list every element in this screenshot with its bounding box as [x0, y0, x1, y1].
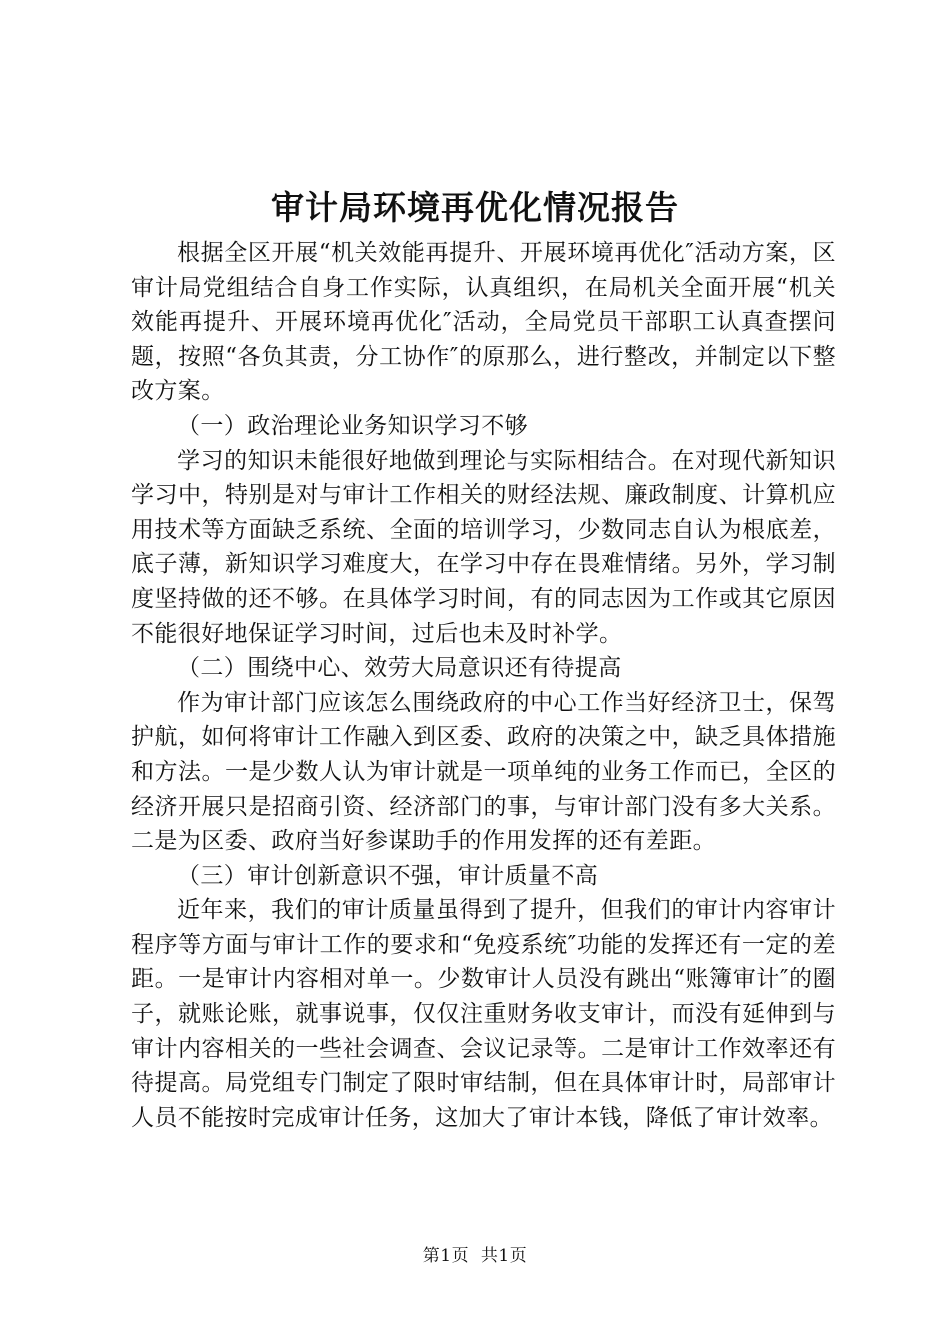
section-heading-2: （二）围绕中心、效劳大局意识还有待提高: [177, 655, 622, 682]
document-body: [131, 236, 836, 1135]
section-paragraph-2: 作为审计部门应该怎么围绕政府的中心工作当好经济卫士，保驾护航，如何将审计工作融入到区委、政府的决策之中，缺乏具体措施和方法。一是少数人认为审计就是一项单纯的业务工作而已，全区的经济开展只是招商引资、经济部门的事，与审计部门没有多大关系。二是为区委、政府当好参谋助手的作用发挥的还有差距。: [131, 689, 836, 855]
intro-paragraph: 根据全区开展“机关效能再提升、开展环境再优化″活动方案，区审计局党组结合自身工作实际，认真组织，在局机关全面开展“机关效能再提升、开展环境再优化″活动，全局党员干部职工认真查摆问题，按照“各负其责，分工协作″的原那么，进行整改，并制定以下整改方案。: [131, 240, 836, 405]
section-heading-1: （一）政治理论业务知识学习不够: [177, 412, 528, 439]
page-footer: 第1页 共1页: [422, 1246, 528, 1266]
section-heading-3: （三）审计创新意识不强，审计质量不高: [177, 862, 599, 889]
document-title: 审计局环境再优化情况报告: [271, 188, 679, 227]
section-paragraph-3: 近年来，我们的审计质量虽得到了提升，但我们的审计内容审计程序等方面与审计工作的要求和“免疫系统″功能的发挥还有一定的差距。一是审计内容相对单一。少数审计人员没有跳出“账簿审计″的圈子，就账论账，就事说事，仅仅注重财务收支审计，而没有延伸到与审计内容相关的一些社会调查、会议记录等。二是审计工作效率还有待提高。局党组专门制定了限时审结制，但在具体审计时，局部审计人员不能按时完成审计任务，这加大了审计本钱，降低了审计效率。: [131, 897, 836, 1131]
section-paragraph-1: 学习的知识未能很好地做到理论与实际相结合。在对现代新知识学习中，特别是对与审计工作相关的财经法规、廉政制度、计算机应用技术等方面缺乏系统、全面的培训学习，少数同志自认为根底差，底子薄，新知识学习难度大，在学习中存在畏难情绪。另外，学习制度坚持做的还不够。在具体学习时间，有的同志因为工作或其它原因不能很好地保证学习时间，过后也未及时补学。: [131, 447, 836, 647]
